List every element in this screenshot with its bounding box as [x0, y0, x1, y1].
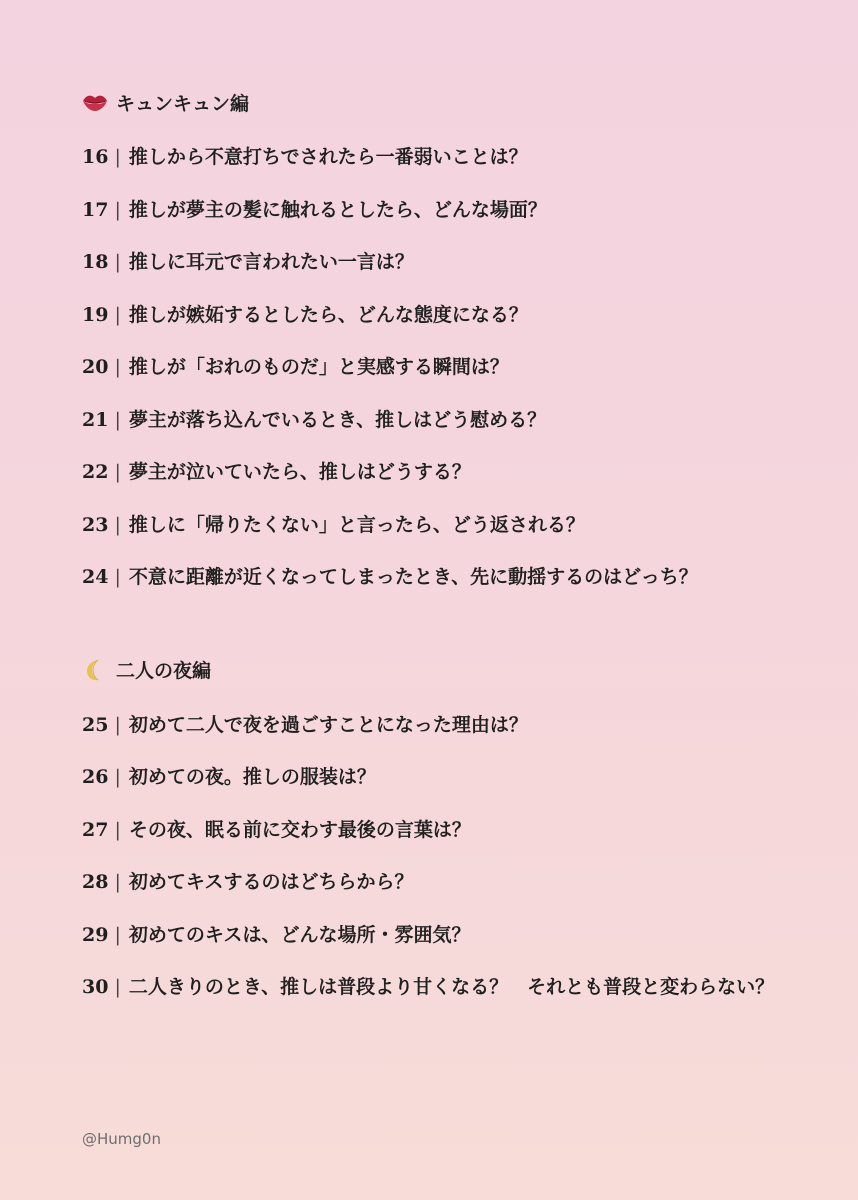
question-number: 21 — [82, 408, 109, 431]
question-number: 16 — [82, 146, 109, 168]
question-number: 26 — [82, 766, 109, 788]
question-text: 二人きりのとき、推しは普段より甘くなる？ それとも普段と変わらない？ — [128, 976, 775, 998]
question-number: 23 — [82, 513, 109, 536]
question-number: 20 — [82, 356, 109, 378]
question-item — [82, 708, 782, 742]
question-item — [82, 193, 782, 227]
question-item — [82, 560, 782, 594]
question-item — [82, 403, 782, 437]
question-item — [82, 508, 782, 542]
question-text: 推しに耳元で言われたい一言は？ — [128, 251, 414, 273]
question-text: 初めての夜。推しの服装は？ — [128, 766, 376, 788]
question-item — [82, 970, 782, 1004]
question-number: 28 — [82, 871, 109, 893]
question-item — [82, 760, 782, 794]
question-separator: | — [114, 923, 121, 946]
question-separator: | — [114, 461, 121, 483]
question-text: 推しが嫉妬するとしたら、どんな態度になる？ — [128, 303, 528, 326]
question-separator: | — [114, 513, 121, 536]
question-text: その夜、眠る前に交わす最後の言葉は？ — [128, 818, 471, 841]
question-text: 推しから不意打ちでされたら一番弱いことは？ — [128, 146, 528, 168]
question-number: 30 — [82, 976, 109, 998]
question-item — [82, 245, 782, 279]
question-number: 29 — [82, 923, 109, 946]
section-title-text: キュンキュン編 — [116, 92, 250, 115]
question-separator: | — [114, 303, 121, 326]
question-number: 19 — [82, 303, 109, 326]
question-text: 不意に距離が近くなってしまったとき、先に動揺するのはどっち？ — [128, 566, 698, 588]
question-separator: | — [114, 766, 121, 788]
question-text: 推しが夢主の髪に触れるとしたら、どんな場面？ — [128, 198, 547, 221]
question-text: 初めてキスするのはどちらから？ — [128, 871, 414, 893]
question-separator: | — [114, 146, 121, 168]
question-separator: | — [114, 408, 121, 431]
question-separator: | — [114, 818, 121, 841]
question-list-kyunkyun — [82, 140, 782, 594]
question-item — [82, 140, 782, 174]
question-text: 初めて二人で夜を過ごすことになった理由は？ — [128, 713, 528, 736]
section-title-text: 二人の夜編 — [116, 660, 212, 682]
question-separator: | — [114, 198, 121, 221]
section-title-night — [82, 652, 782, 688]
section-title-kyunkyun — [82, 84, 782, 120]
author-handle: @Humg0n — [82, 1130, 161, 1148]
question-item — [82, 298, 782, 332]
question-item — [82, 865, 782, 899]
question-separator: | — [114, 251, 121, 273]
question-number: 27 — [82, 818, 109, 841]
question-item — [82, 350, 782, 384]
question-number: 24 — [82, 566, 109, 588]
question-sheet — [82, 84, 782, 1023]
question-text: 推しが「おれのものだ」と実感する瞬間は？ — [128, 356, 509, 378]
question-number: 17 — [82, 198, 109, 221]
question-list-night — [82, 708, 782, 1005]
question-text: 夢主が落ち込んでいるとき、推しはどう慰める？ — [128, 408, 547, 431]
question-number: 22 — [82, 461, 109, 483]
question-separator: | — [114, 713, 121, 736]
question-separator: | — [114, 976, 121, 998]
question-item — [82, 813, 782, 847]
question-separator: | — [114, 566, 121, 588]
question-item — [82, 455, 782, 489]
question-separator: | — [114, 871, 121, 893]
lips-icon — [82, 89, 108, 115]
crescent-moon-icon — [82, 657, 108, 683]
question-text: 初めてのキスは、どんな場所・雰囲気？ — [128, 923, 471, 946]
question-separator: | — [114, 356, 121, 378]
question-number: 25 — [82, 713, 109, 736]
question-text: 夢主が泣いていたら、推しはどうする？ — [128, 461, 471, 483]
question-text: 推しに「帰りたくない」と言ったら、どう返される？ — [128, 513, 585, 536]
question-item — [82, 918, 782, 952]
question-number: 18 — [82, 251, 109, 273]
